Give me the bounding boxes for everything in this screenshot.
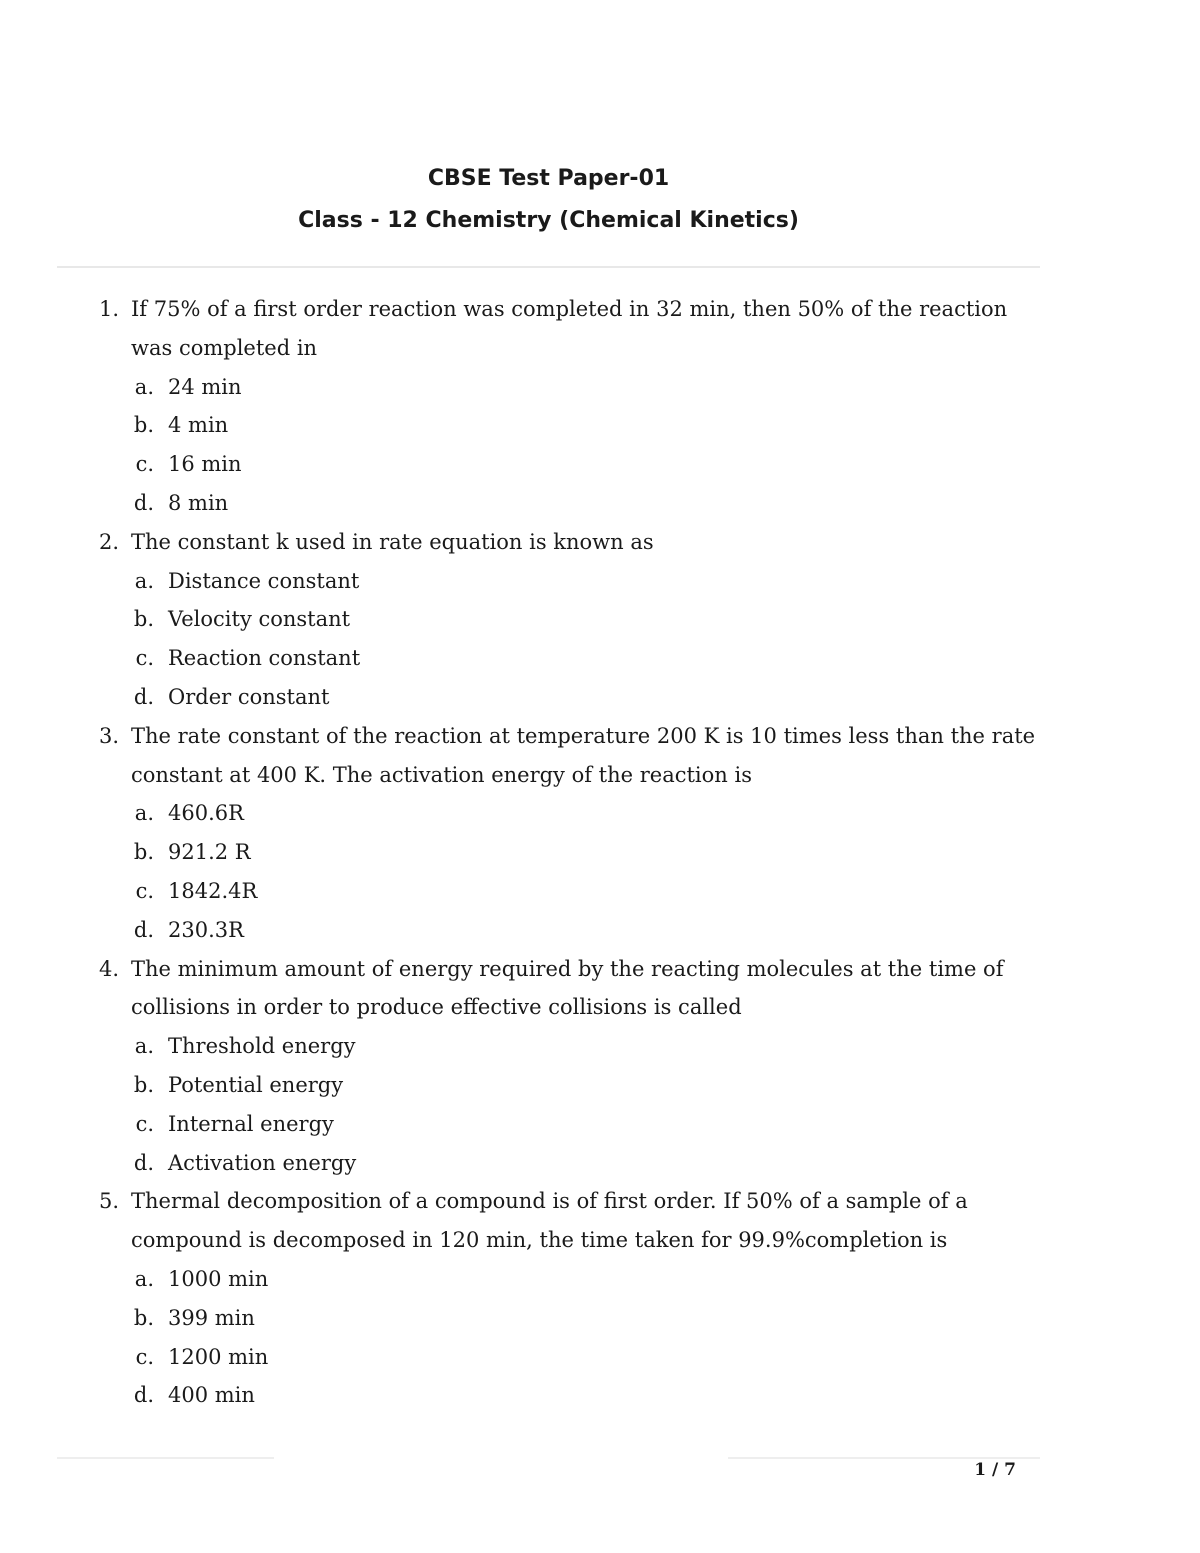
option-text: 230.3R xyxy=(168,917,244,942)
question-text: The constant k used in rate equation is known as xyxy=(131,529,654,554)
option-c xyxy=(0,872,1200,911)
option-letter: b. xyxy=(133,840,154,865)
question-5 xyxy=(0,1182,1200,1415)
option-letter: d. xyxy=(133,1383,154,1408)
option-list xyxy=(0,562,1200,717)
option-a xyxy=(0,1260,1200,1299)
option-letter: c. xyxy=(135,1111,154,1136)
option-list xyxy=(0,794,1200,949)
option-letter: a. xyxy=(134,568,154,593)
option-text: Activation energy xyxy=(168,1150,357,1175)
option-text: 1000 min xyxy=(168,1266,269,1291)
option-text: 1842.4R xyxy=(168,878,258,903)
question-4 xyxy=(0,950,1200,1183)
option-letter: d. xyxy=(133,1150,154,1175)
page-number: 1 / 7 xyxy=(974,1460,1016,1480)
option-a xyxy=(0,368,1200,407)
option-text: Internal energy xyxy=(168,1111,334,1136)
option-list xyxy=(0,1260,1200,1415)
question-number: 1. xyxy=(99,297,120,321)
option-letter: b. xyxy=(133,1072,154,1097)
question-3 xyxy=(0,717,1200,950)
option-c xyxy=(0,445,1200,484)
option-text: 16 min xyxy=(168,452,242,477)
header-divider xyxy=(57,266,1040,268)
option-a xyxy=(0,562,1200,601)
option-text: Order constant xyxy=(168,684,330,709)
question-number: 5. xyxy=(99,1189,120,1214)
option-text: Velocity constant xyxy=(168,607,351,632)
option-b xyxy=(0,1299,1200,1338)
option-letter: d. xyxy=(133,684,154,709)
option-letter: a. xyxy=(134,374,154,399)
option-letter: d. xyxy=(133,490,154,515)
question-number: 3. xyxy=(99,723,120,748)
option-letter: a. xyxy=(134,1034,154,1059)
question-number: 2. xyxy=(99,529,120,554)
question-text: If 75% of a first order reaction was completed in 32 min, then 50% of the reaction was completed in xyxy=(131,297,1008,360)
option-letter: c. xyxy=(135,1344,154,1369)
option-text: 24 min xyxy=(168,374,242,399)
option-d xyxy=(0,1144,1200,1183)
option-text: 460.6R xyxy=(168,801,244,826)
option-a xyxy=(0,794,1200,833)
footer-divider-left xyxy=(57,1457,274,1459)
option-text: Distance constant xyxy=(168,568,360,593)
option-b xyxy=(0,600,1200,639)
option-letter: c. xyxy=(135,646,154,671)
option-text: 400 min xyxy=(168,1383,255,1408)
option-text: 4 min xyxy=(168,413,229,438)
option-c xyxy=(0,639,1200,678)
page-title: CBSE Test Paper-01 xyxy=(427,166,670,191)
option-letter: c. xyxy=(135,878,154,903)
option-c xyxy=(0,1338,1200,1377)
option-letter: a. xyxy=(134,1266,154,1291)
option-list xyxy=(0,1027,1200,1182)
option-list xyxy=(0,368,1200,523)
option-text: Threshold energy xyxy=(168,1034,356,1059)
option-d xyxy=(0,678,1200,717)
option-letter: b. xyxy=(133,1305,154,1330)
question-2 xyxy=(0,523,1200,717)
option-letter: d. xyxy=(133,917,154,942)
option-b xyxy=(0,1066,1200,1105)
option-text: 399 min xyxy=(168,1305,255,1330)
question-text: Thermal decomposition of a compound is of first order. If 50% of a sample of a compound is decomposed in 120 min, the time taken for 99.9%completion is xyxy=(131,1189,968,1253)
option-b xyxy=(0,406,1200,445)
option-letter: b. xyxy=(133,413,154,438)
option-text: 8 min xyxy=(168,490,229,515)
option-letter: c. xyxy=(135,452,154,477)
question-text: The minimum amount of energy required by the reacting molecules at the time of collisions in order to produce effective collisions is called xyxy=(131,956,1004,1020)
option-d xyxy=(0,911,1200,950)
option-a xyxy=(0,1027,1200,1066)
question-text: The rate constant of the reaction at temperature 200 K is 10 times less than the rate constant at 400 K. The activation energy of the reaction is xyxy=(131,723,1036,787)
option-text: Potential energy xyxy=(168,1072,344,1097)
page-subtitle: Class - 12 Chemistry (Chemical Kinetics) xyxy=(298,208,799,233)
option-c xyxy=(0,1105,1200,1144)
option-b xyxy=(0,833,1200,872)
option-d xyxy=(0,1376,1200,1415)
option-letter: b. xyxy=(133,607,154,632)
question-1 xyxy=(0,290,1200,523)
option-text: 1200 min xyxy=(168,1344,269,1369)
option-letter: a. xyxy=(134,801,154,826)
question-list xyxy=(0,290,1200,1415)
option-text: 921.2 R xyxy=(168,840,251,865)
question-number: 4. xyxy=(99,956,120,981)
option-d xyxy=(0,484,1200,523)
option-text: Reaction constant xyxy=(168,646,361,671)
